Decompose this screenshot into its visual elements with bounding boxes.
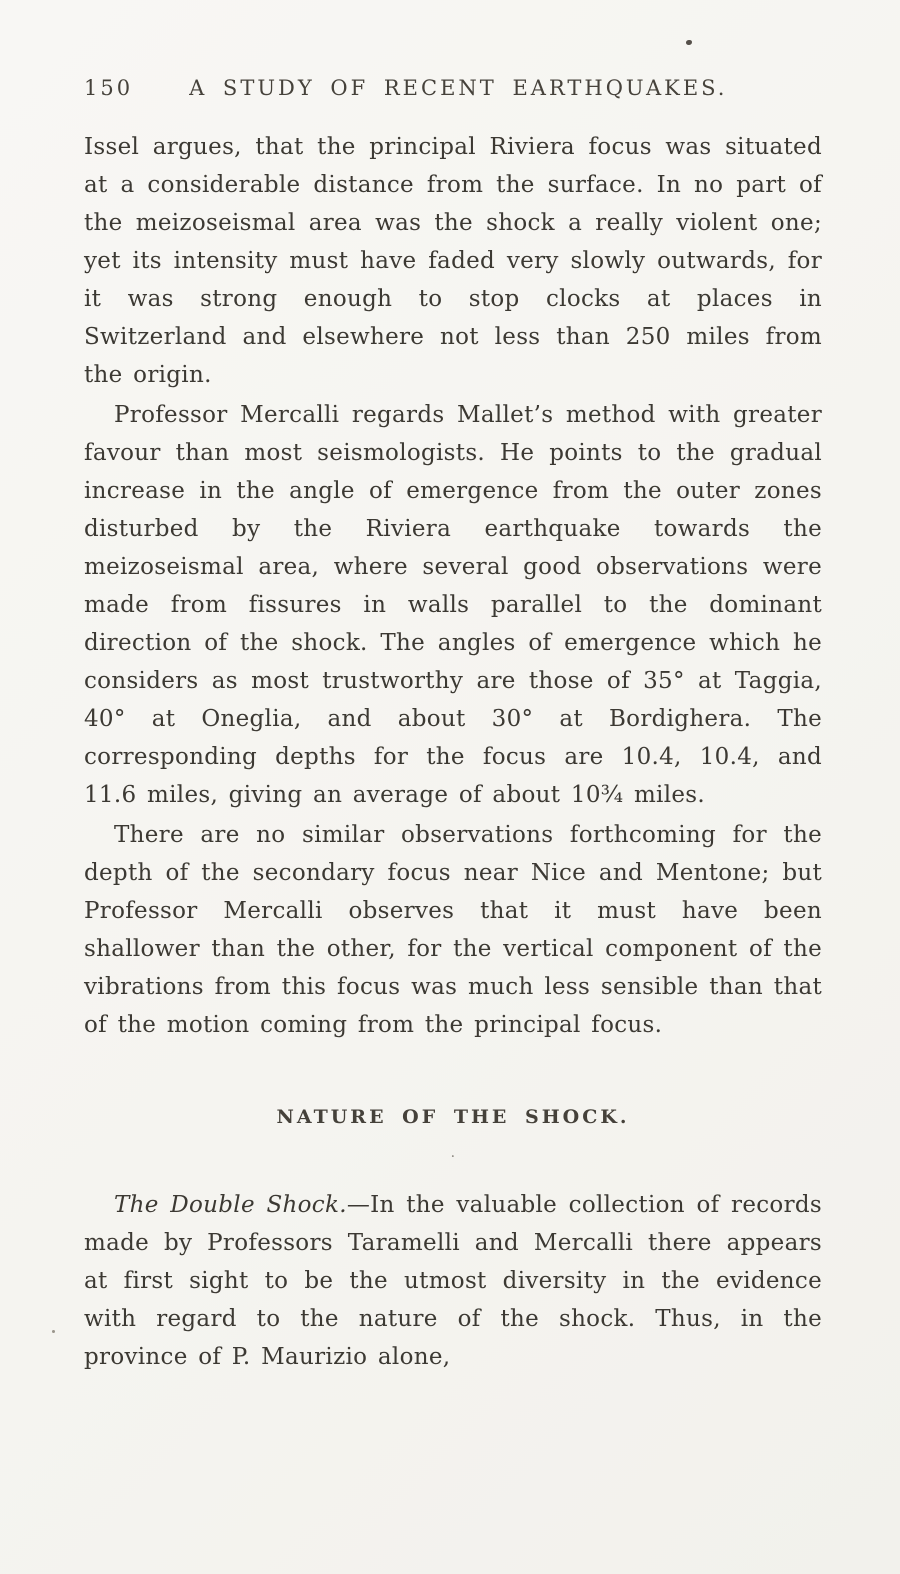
page-number: 150 <box>84 76 134 100</box>
paragraph-lead-italic: The Double Shock. <box>114 1192 347 1218</box>
paragraph-secondary-focus: There are no similar observations forthcoming for the depth of the secondary focus near Nice and Mentone; but Professor Mercalli observes that it must have been shallower than the other, for the vertical component of the vibrations from this focus was much less sensible than that of the motion coming from the principal focus. <box>84 822 822 1038</box>
scan-margin-dot <box>52 1330 55 1333</box>
paragraph-mercalli-method: Professor Mercalli regards Mallet’s method with greater favour than most seismologists. He points to the gradual increase in the angle of emergence from the outer zones disturbed by the Riviera earthquake towards the meizoseismal area, where several good observations were made from fissures in walls parallel to the dominant direction of the shock. The angles of emergence which he considers as most trustworthy are those of 35° at Taggia, 40° at Oneglia, and about 30° at Bordighera. The corresponding depths for the focus are 10.4, 10.4, and 11.6 miles, giving an average of about 10¾ miles. <box>84 402 822 808</box>
page-body <box>84 128 822 1376</box>
scan-ink-speck <box>686 40 692 45</box>
section-heading-nature-of-the-shock: NATURE OF THE SHOCK. <box>276 1106 630 1128</box>
paragraph-double-shock <box>84 1186 822 1376</box>
scan-heading-dot: · <box>450 1149 456 1165</box>
running-title: A STUDY OF RECENT EARTHQUAKES. <box>189 76 728 100</box>
page-header <box>84 76 822 100</box>
paragraph-issel-argues: Issel argues, that the principal Riviera focus was situated at a considerable distance from the surface. In no part of the meizoseismal area was the shock a really violent one; yet its intensity must have faded very slowly outwards, for it was strong enough to stop clocks at places in Switzerland and elsewhere not less than 250 miles from the origin. <box>84 134 822 388</box>
paragraph-rest: —In the valuable collection of records made by Professors Taramelli and Mercalli there appears at first sight to be the utmost diversity in the evidence with regard to the nature of the shock. Thus, in the province of P. Maurizio alone, <box>84 1192 822 1370</box>
